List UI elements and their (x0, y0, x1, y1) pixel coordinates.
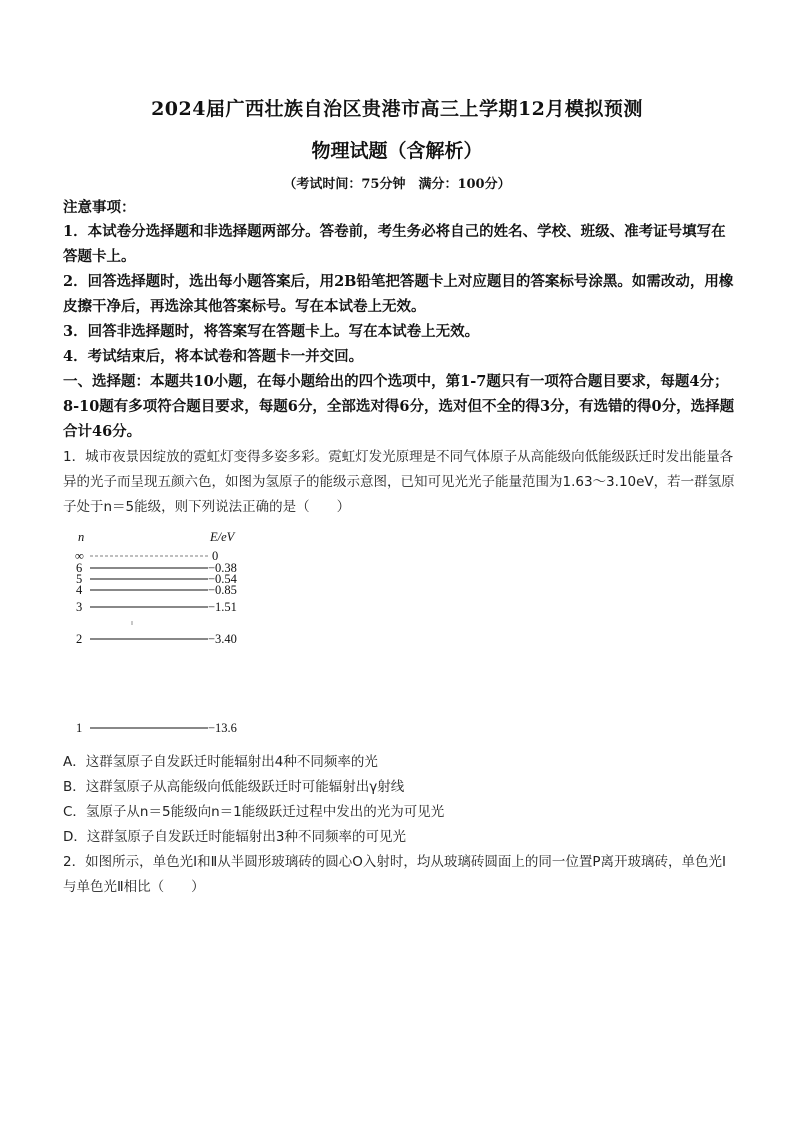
note-item: 4．考试结束后，将本试卷和答题卡一并交回。 (63, 348, 364, 365)
question-2-stem: 2．如图所示，单色光Ⅰ和Ⅱ从半圆形玻璃砖的圆心O入射时，均从玻璃砖圆面上的同一位置P离开玻璃砖，单色光Ⅰ与单色光Ⅱ相比（ ） (63, 854, 726, 895)
level-n-label: 2 (76, 632, 83, 646)
level-1 (76, 721, 237, 735)
question-1-stem: 1．城市夜景因绽放的霓虹灯变得多姿多彩。霓虹灯发光原理是不同气体原子从高能级向低能级跃迁时发出能量各异的光子而呈现五颜六色，如图为氢原子的能级示意图，已知可见光光子能量范围为1.63～3.10eV，若一群氢原子处于n＝5能级，则下列说法正确的是（ ） (63, 449, 735, 515)
level-energy-label: −0.85 (208, 583, 237, 597)
level-energy-label: −1.51 (208, 600, 237, 614)
question-1-option-d: D．这群氢原子自发跃迁时能辐射出3种不同频率的可见光 (63, 829, 406, 845)
level-n-label: 3 (76, 600, 83, 614)
exam-title: 2024届广西壮族自治区贵港市高三上学期12月模拟预测 (151, 98, 643, 120)
section-heading: 一、选择题：本题共10小题，在每小题给出的四个选项中，第1-7题只有一项符合题目要求，每题4分；8-10题有多项符合题目要求，每题6分，全部选对得6分，选对但不全的得3分，有选错的得0分，选择题合计46分。 (63, 373, 735, 440)
note-item: 2．回答选择题时，选出每小题答案后，用2B铅笔把答题卡上对应题目的答案标号涂黑。如需改动，用橡皮擦干净后，再选涂其他答案标号。写在本试卷上无效。 (63, 273, 734, 315)
note-item: 3．回答非选择题时，将答案写在答题卡上。写在本试卷上无效。 (63, 323, 480, 340)
level-n-label: 5 (76, 572, 83, 586)
question-1-option-b: B．这群氢原子从高能级向低能级跃迁时可能辐射出γ射线 (63, 779, 405, 795)
level-n-label: 1 (76, 721, 83, 735)
level-3 (76, 600, 237, 614)
exam-subtitle: 物理试题（含解析） (311, 140, 483, 162)
note-item: 1．本试卷分选择题和非选择题两部分。答卷前，考生务必将自己的姓名、学校、班级、准考证号填写在答题卡上。 (63, 223, 726, 265)
level-inf (75, 549, 218, 563)
question-1-option-c: C．氢原子从n＝5能级向n＝1能级跃迁过程中发出的光为可见光 (63, 804, 445, 820)
n-axis-label: n (78, 530, 85, 544)
level-energy-label: 0 (212, 549, 219, 563)
level-n-label: 4 (76, 583, 83, 597)
level-n-label: 6 (76, 561, 83, 575)
level-energy-label: −3.40 (208, 632, 237, 646)
level-energy-label: −0.38 (208, 561, 237, 575)
energy-level-diagram (60, 527, 290, 742)
energy-axis-label: E/eV (210, 530, 235, 544)
level-energy-label: −13.6 (208, 721, 237, 735)
level-energy-label: −0.54 (208, 572, 237, 586)
level-2 (76, 632, 237, 646)
level-n-label: ∞ (75, 549, 84, 563)
question-1-option-a: A．这群氢原子自发跃迁时能辐射出4种不同频率的光 (63, 754, 378, 770)
exam-info: （考试时间：75分钟 满分：100分） (283, 177, 511, 192)
level-4 (76, 583, 237, 597)
notes-heading: 注意事项： (63, 199, 136, 216)
